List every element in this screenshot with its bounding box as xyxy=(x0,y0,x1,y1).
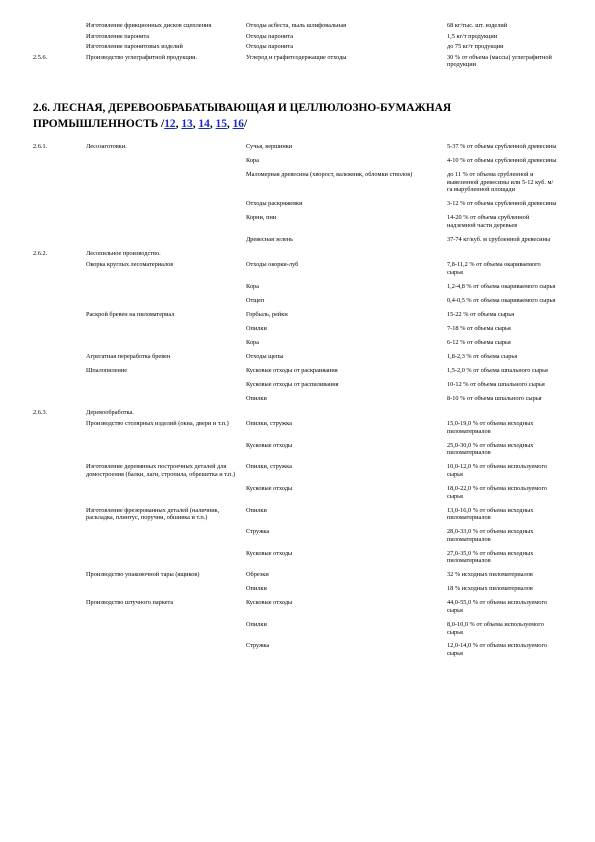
norm-cell: 1,5-2,0 % от объема шпального сырья xyxy=(447,366,548,374)
number-cell xyxy=(33,353,86,367)
waste-cell: Корни, пни xyxy=(246,214,277,222)
table-row xyxy=(33,283,557,297)
ref-separator: , xyxy=(175,118,182,130)
process-cell: Производство упаковочной тары (ящиков) xyxy=(86,571,200,579)
process-cell xyxy=(86,339,246,353)
section-number xyxy=(33,33,86,44)
section-number: 2.5.6. xyxy=(33,53,48,61)
number-cell xyxy=(33,571,86,585)
table-row xyxy=(33,236,557,250)
number-cell xyxy=(33,585,86,599)
table-row xyxy=(33,325,557,339)
number-cell xyxy=(33,171,86,200)
main-table-body xyxy=(33,143,557,664)
number-cell xyxy=(33,157,86,171)
group-header-row xyxy=(33,250,557,262)
process-cell xyxy=(86,171,246,200)
number-cell xyxy=(33,485,86,507)
waste-cell: Кусковые отходы xyxy=(246,549,293,557)
number-cell xyxy=(33,311,86,325)
table-row xyxy=(33,585,557,599)
norm-cell: 32 % исходных пиломатериалов xyxy=(447,571,533,579)
process-cell: Производство столярных изделий (окна, двери и т.п.) xyxy=(86,420,229,428)
norm-cell: 1,5 кг/т продукции xyxy=(447,32,498,40)
process-cell: Окорка круглых лесоматериалов xyxy=(86,261,174,269)
ref-separator: , xyxy=(226,118,233,130)
waste-cell: Древесная зелень xyxy=(246,235,294,243)
norm-cell: 6-12 % от объема сырья xyxy=(447,338,511,346)
waste-cell: Сучья, вершинки xyxy=(246,143,293,150)
process-cell: Производство штучного паркета xyxy=(86,599,174,607)
process-cell xyxy=(86,325,246,339)
waste-cell: Кора xyxy=(246,156,259,164)
number-cell xyxy=(33,621,86,643)
waste-cell: Обрезки xyxy=(246,571,269,579)
table-row xyxy=(33,395,557,409)
number-cell xyxy=(33,200,86,214)
number-cell xyxy=(33,599,86,621)
waste-cell: Кусковые отходы xyxy=(246,599,293,607)
number-cell xyxy=(33,395,86,409)
waste-cell: Маломерная древесина (хворост, валежник, обломки стволов) xyxy=(246,170,413,178)
table-row xyxy=(33,367,557,381)
norm-cell: 5-37 % от объема срубленной древесины xyxy=(447,143,557,150)
table-row xyxy=(33,157,557,171)
table-row xyxy=(33,54,557,72)
number-cell xyxy=(33,463,86,485)
process-cell xyxy=(86,528,246,550)
group-header-row xyxy=(33,409,557,421)
number-cell xyxy=(33,528,86,550)
norm-cell: 37-74 кг/куб. м срубленной древесины xyxy=(447,235,551,243)
waste-cell xyxy=(246,409,447,421)
process-cell xyxy=(86,585,246,599)
table-row xyxy=(33,507,557,529)
process-cell xyxy=(86,442,246,464)
section-number xyxy=(33,43,86,54)
process-cell xyxy=(86,214,246,236)
group-number: 2.6.2. xyxy=(33,249,48,257)
norm-cell: 3-12 % от объема срубленной древесины xyxy=(447,200,557,208)
section-title: 2.6. ЛЕСНАЯ, ДЕРЕВООБРАБАТЫВАЮЩАЯ И ЦЕЛЛЮЛОЗНО-БУМАЖНАЯ ПРОМЫШЛЕННОСТЬ / xyxy=(33,102,452,130)
process-cell xyxy=(86,395,246,409)
waste-cell: Опилки, стружка xyxy=(246,420,292,428)
group-number: 2.6.1. xyxy=(33,143,48,150)
process-cell xyxy=(86,200,246,214)
process-cell: Изготовление фрезерованных деталей (наличник, раскладка, плинтус, поручни, обшивка и т.п.) xyxy=(86,506,220,522)
waste-cell: Отходы паронита xyxy=(246,43,294,51)
norm-cell: 4-10 % от объема срубленной древесины xyxy=(447,156,557,164)
waste-cell: Стружка xyxy=(246,642,270,650)
norm-cell: 68 кг/тыс. шт. изделий xyxy=(447,22,508,29)
number-cell xyxy=(33,550,86,572)
process-cell xyxy=(86,283,246,297)
waste-cell: Кора xyxy=(246,338,259,346)
norm-cell: 10-12 % от объема шпального сырья xyxy=(447,380,545,388)
table-row xyxy=(33,311,557,325)
number-cell xyxy=(33,507,86,529)
waste-cell xyxy=(246,250,447,262)
waste-cell: Горбыль, рейки xyxy=(246,310,288,318)
waste-cell: Кусковые отходы xyxy=(246,485,293,493)
table-row xyxy=(33,339,557,353)
group-title: Деревообработка. xyxy=(86,408,134,416)
waste-cell: Отходы паронита xyxy=(246,32,294,40)
ref-link-14[interactable]: 14 xyxy=(198,118,210,130)
section-number xyxy=(33,22,86,33)
waste-cell: Опилки, стружка xyxy=(246,463,292,471)
norm-cell: 1,8-2,3 % от объема сырья xyxy=(447,352,518,360)
ref-separator: , xyxy=(192,118,199,130)
ref-link-15[interactable]: 15 xyxy=(215,118,227,130)
norm-cell: 7-18 % от объема сырья xyxy=(447,324,511,332)
table-row xyxy=(33,200,557,214)
process-cell: Раскрой бревен на пиломатериал xyxy=(86,310,175,318)
norm-cell: 30 % от объема (массы) углеграфитной продукции xyxy=(447,53,552,69)
number-cell xyxy=(33,642,86,664)
waste-cell: Отщеп xyxy=(246,296,265,304)
waste-cell: Отходы щепы xyxy=(246,352,284,360)
table-row xyxy=(33,442,557,464)
norm-cell: до 75 кг/т продукции xyxy=(447,43,504,51)
table-row xyxy=(33,214,557,236)
process-cell: Шпалопиление xyxy=(86,366,128,374)
table-row xyxy=(33,43,557,54)
process-cell xyxy=(86,642,246,664)
norm-cell: 28,0-33,0 % от объема исходных пиломатериалов xyxy=(447,528,534,543)
norm-cell: 14-20 % от объема срубленной надземной части деревьев xyxy=(447,214,530,229)
norm-cell: 15-22 % от объема сырья xyxy=(447,310,514,318)
norm-cell: 18,0-22,0 % от объема используемого сырья xyxy=(447,485,548,500)
waste-cell: Углерод и графитсодержащие отходы xyxy=(246,53,347,61)
norm-cell: 7,8-11,2 % от объема окариваемого сырья xyxy=(447,261,541,276)
number-cell xyxy=(33,381,86,395)
table-row xyxy=(33,297,557,311)
number-cell xyxy=(33,325,86,339)
table-row xyxy=(33,22,557,33)
waste-cell: Кусковые отходы xyxy=(246,441,293,449)
waste-cell: Отходы асбеста, пыль шлифовальная xyxy=(246,22,347,29)
table-row xyxy=(33,642,557,664)
ref-close: / xyxy=(244,118,248,130)
number-cell xyxy=(33,261,86,283)
norm-cell: 18 % исходных пиломатериалов xyxy=(447,585,533,593)
norm-cell: до 11 % от объема срубленной и вывезенной древесины или 5-12 куб. м/га вырубленной площади xyxy=(447,170,554,194)
waste-cell: Опилки xyxy=(246,585,267,593)
number-cell xyxy=(33,297,86,311)
waste-cell: Опилки xyxy=(246,506,267,514)
process-cell xyxy=(86,621,246,643)
norm-cell: 10,0-12,0 % от объема используемого сырья xyxy=(447,463,548,479)
number-cell xyxy=(33,214,86,236)
process-cell xyxy=(86,485,246,507)
process-cell xyxy=(86,157,246,171)
number-cell xyxy=(33,420,86,442)
number-cell xyxy=(33,367,86,381)
table-row xyxy=(33,171,557,200)
table-row xyxy=(33,550,557,572)
process-cell xyxy=(86,550,246,572)
table-row xyxy=(33,621,557,643)
process-cell: Изготовление паронита xyxy=(86,32,150,40)
norm-cell: 44,0-55,0 % от объема используемого сырья xyxy=(447,599,548,614)
process-cell xyxy=(86,381,246,395)
norm-cell xyxy=(447,250,557,262)
ref-separator: , xyxy=(209,118,216,130)
process-cell xyxy=(86,236,246,250)
number-cell xyxy=(33,283,86,297)
norm-cell: 8-10 % от объема шпального сырья xyxy=(447,394,542,402)
number-cell xyxy=(33,442,86,464)
norm-cell: 15,0-19,0 % от объема исходных пиломатериалов xyxy=(447,420,534,435)
waste-cell: Опилки xyxy=(246,324,267,332)
table-row xyxy=(33,528,557,550)
table-row xyxy=(33,353,557,367)
process-cell: Изготовление паронитовых изделий xyxy=(86,43,183,51)
table-row xyxy=(33,261,557,283)
group-header-row xyxy=(33,143,557,157)
table-row xyxy=(33,381,557,395)
ref-link-16[interactable]: 16 xyxy=(232,118,244,130)
waste-cell: Опилки xyxy=(246,394,267,402)
norm-cell: 27,0-35,0 % от объема исходных пиломатериалов xyxy=(447,549,534,565)
norm-cell xyxy=(447,409,557,421)
table-row xyxy=(33,485,557,507)
ref-link-13[interactable]: 13 xyxy=(181,118,193,130)
section-heading xyxy=(33,100,563,132)
process-cell: Производство углеграфитной продукции. xyxy=(86,53,198,61)
waste-cell: Кусковые отходы от распиливания xyxy=(246,380,339,388)
group-title: Лесопильное производство. xyxy=(86,249,161,257)
norm-cell: 12,0-14,0 % от объема используемого сырья xyxy=(447,642,548,658)
table-row xyxy=(33,571,557,585)
top-table xyxy=(33,22,557,72)
process-cell: Изготовление деревянных построечных деталей для домостроения (балки, лаги, стропила, обрешетка и т.п.) xyxy=(86,463,236,479)
waste-cell: Отходы окорки-луб xyxy=(246,261,299,269)
process-cell: Изготовление фрикционных дисков сцепления xyxy=(86,22,212,29)
ref-link-12[interactable]: 12 xyxy=(164,118,176,130)
number-cell xyxy=(33,236,86,250)
group-number: 2.6.3. xyxy=(33,408,48,416)
table-row xyxy=(33,33,557,44)
waste-cell: Кусковые отходы от раскраивания xyxy=(246,366,338,374)
norm-cell: 0,4-0,5 % от объема окариваемого сырья xyxy=(447,296,556,304)
norm-cell: 1,2-4,8 % от объема окариваемого сырья xyxy=(447,282,556,290)
number-cell xyxy=(33,339,86,353)
waste-cell: Стружка xyxy=(246,528,270,536)
norm-cell: 8,0-10,0 % от объема используемого сырья xyxy=(447,620,544,636)
waste-cell: Отходы раскряжевки xyxy=(246,200,303,208)
table-row xyxy=(33,463,557,485)
waste-cell: Опилки xyxy=(246,620,267,628)
process-cell: Агрегатная переработка бревен xyxy=(86,352,171,360)
norm-cell: 25,0-30,0 % от объема исходных пиломатериалов xyxy=(447,441,534,457)
table-row xyxy=(33,420,557,442)
process-cell xyxy=(86,297,246,311)
norm-cell: 13,0-16,0 % от объема исходных пиломатериалов xyxy=(447,506,534,522)
main-table xyxy=(33,143,557,664)
group-title: Лесозаготовки. xyxy=(86,143,127,150)
waste-cell: Кора xyxy=(246,282,259,290)
table-row xyxy=(33,599,557,621)
top-table-body xyxy=(33,22,557,72)
